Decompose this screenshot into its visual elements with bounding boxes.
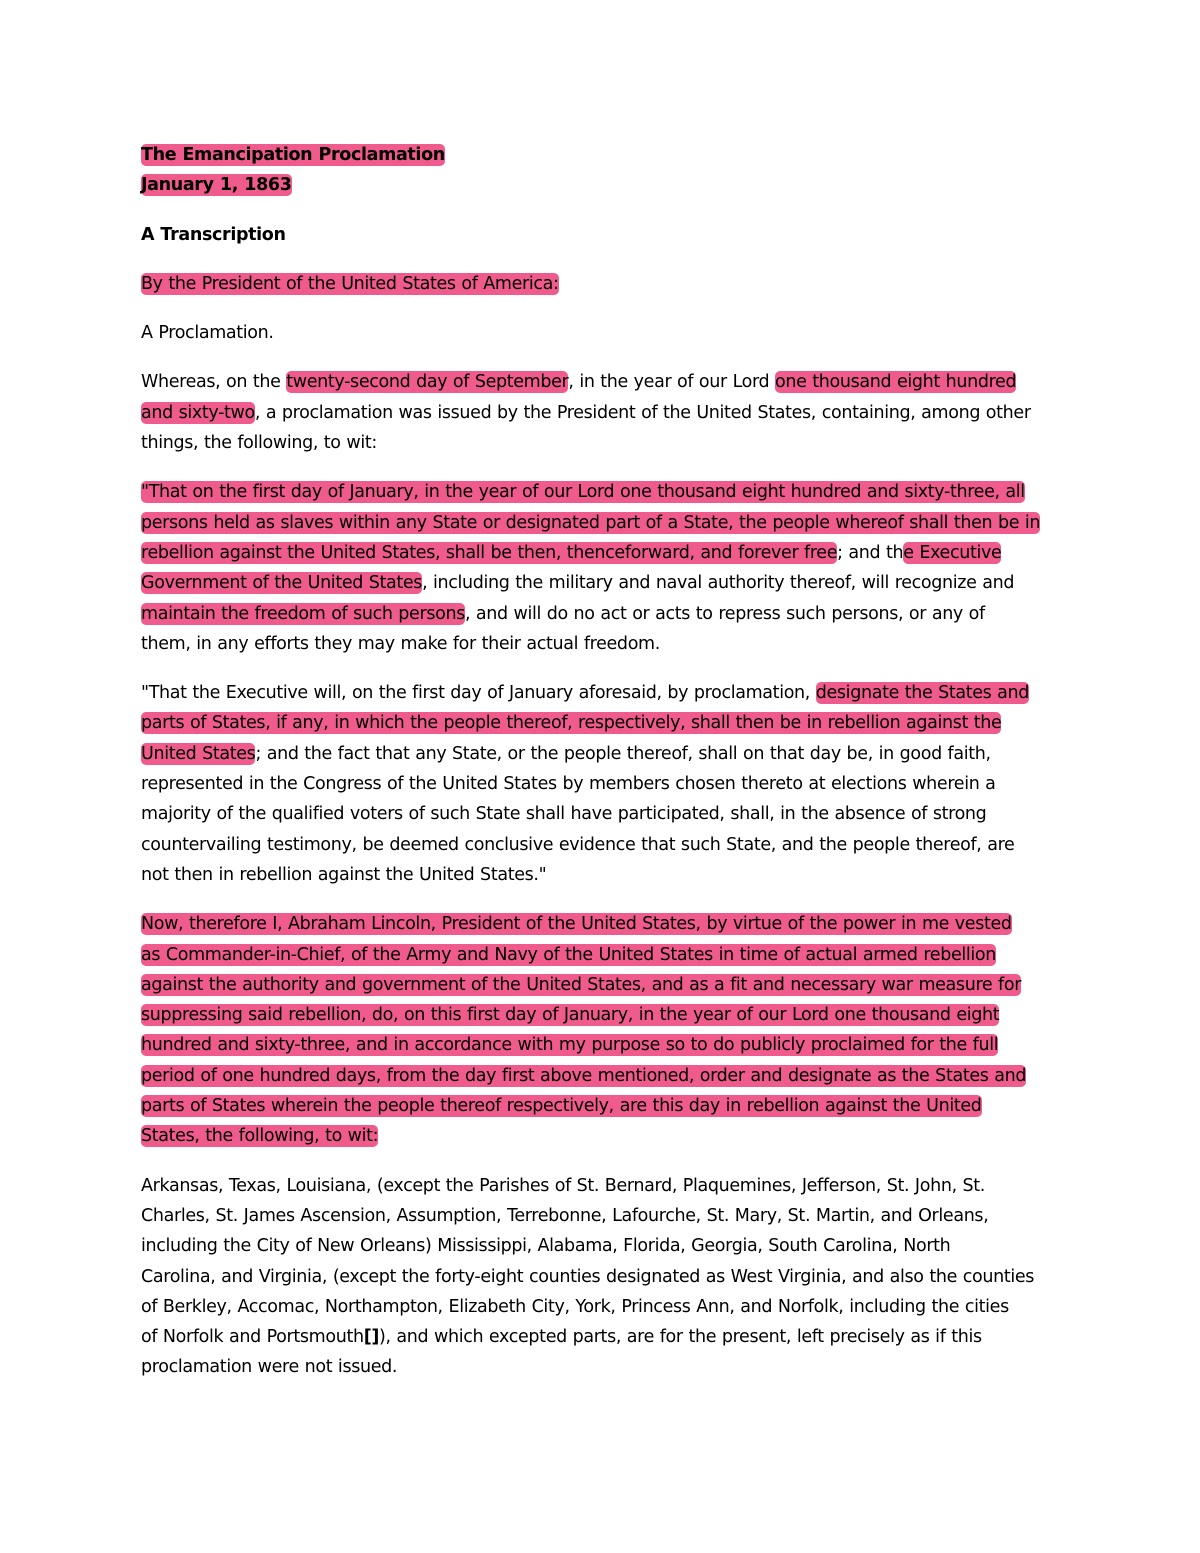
document-title-line — [141, 140, 1066, 170]
text-span: , a proclamation was issued by the President of the United States, containing, among other — [254, 402, 1031, 423]
paragraph-line — [141, 1061, 1066, 1091]
proclamation-label: A Proclamation. — [141, 323, 274, 344]
paragraph-line — [141, 708, 1066, 738]
highlighted-text: "That on the first day of January, in the year of our Lord one thousand eight hundred and sixty-three, all — [141, 482, 1025, 503]
paragraph-line: them, in any efforts they may make for their actual freedom. — [141, 633, 660, 654]
paragraph-line: of Berkley, Accomac, Northampton, Elizabeth City, York, Princess Ann, and Norfolk, including the cities — [141, 1296, 1009, 1317]
highlighted-text: designate the States and — [815, 683, 1030, 704]
paragraph-line — [141, 678, 1066, 708]
paragraph-line: including the City of New Orleans) Mississippi, Alabama, Florida, Georgia, South Carolina, North — [141, 1236, 951, 1257]
text-span: , and will do no act or acts to repress such persons, or any of — [464, 603, 985, 624]
paragraph-line: represented in the Congress of the United States by members chosen thereto at elections wherein a — [141, 774, 996, 795]
highlighted-text: against the authority and government of the United States, and as a fit and necessary war measure for — [141, 974, 1022, 995]
paragraph-line — [141, 538, 1066, 568]
document-date-line — [141, 170, 1066, 200]
paragraph-line — [141, 1000, 1066, 1030]
paragraph-line: things, the following, to wit: — [141, 433, 377, 454]
quote-paragraph-1 — [141, 477, 1066, 659]
paragraph-line — [141, 398, 1066, 428]
document-date: January 1, 1863 — [141, 175, 292, 196]
document-page — [141, 140, 1066, 1383]
document-subtitle: A Transcription — [141, 224, 286, 245]
paragraph-line — [141, 477, 1066, 507]
paragraph-line: Carolina, and Virginia, (except the forty-eight counties designated as West Virginia, and also the counties — [141, 1266, 1035, 1287]
paragraph-line — [141, 970, 1066, 1000]
whereas-paragraph — [141, 367, 1066, 458]
highlighted-text: period of one hundred days, from the day first above mentioned, order and designate as the States and — [141, 1065, 1027, 1086]
highlighted-text: twenty-second day of September — [286, 372, 569, 393]
highlighted-text: hundred and sixty-three, and in accordance with my purpose so to do publicly proclaimed for the full — [141, 1035, 999, 1056]
paragraph-line — [141, 367, 1066, 397]
highlighted-text: States, the following, to wit: — [141, 1126, 379, 1147]
text-span: , including the military and naval authority thereof, will recognize and — [422, 573, 1015, 594]
byline: By the President of the United States of America: — [141, 273, 559, 294]
byline-line — [141, 269, 1066, 299]
highlighted-text: parts of States wherein the people thereof respectively, are this day in rebellion against the United — [141, 1096, 982, 1117]
paragraph-line: majority of the qualified voters of such State shall have participated, shall, in the absence of strong — [141, 804, 987, 825]
paragraph-line — [141, 739, 1066, 769]
paragraph-line — [141, 599, 1066, 629]
highlighted-text: Government of the United States — [141, 573, 423, 594]
paragraph-line — [141, 508, 1066, 538]
paragraph-line: Arkansas, Texas, Louisiana, (except the Parishes of St. Bernard, Plaquemines, Jefferson, St. John, St. — [141, 1175, 985, 1196]
text-span: ; and th — [837, 542, 904, 563]
paragraph-line — [141, 1121, 1066, 1151]
text-span: ), and which excepted parts, are for the present, left precisely as if this — [379, 1327, 982, 1348]
highlighted-text: maintain the freedom of such persons — [141, 603, 465, 624]
text-span: of Norfolk and Portsmouth — [141, 1327, 364, 1348]
paragraph-line: countervailing testimony, be deemed conclusive evidence that such State, and the people thereof, are — [141, 834, 1015, 855]
highlighted-text: United States — [141, 743, 256, 764]
document-title: The Emancipation Proclamation — [141, 145, 445, 165]
paragraph-line — [141, 1030, 1066, 1060]
highlighted-text: as Commander-in-Chief, of the Army and Navy of the United States in time of actual armed rebellion — [141, 944, 997, 965]
paragraph-line — [141, 1322, 1066, 1352]
text-span: ; and the fact that any State, or the people thereof, shall on that day be, in good faith, — [255, 743, 991, 764]
highlighted-text: Now, therefore I, Abraham Lincoln, President of the United States, by virtue of the power in me vested — [141, 914, 1012, 935]
paragraph-line — [141, 568, 1066, 598]
text-span: "That the Executive will, on the first day of January aforesaid, by proclamation, — [141, 683, 816, 704]
highlighted-text: one thousand eight hundred — [775, 372, 1017, 393]
now-therefore-paragraph — [141, 909, 1066, 1151]
states-list-paragraph — [141, 1171, 1066, 1383]
paragraph-line — [141, 940, 1066, 970]
text-span: Whereas, on the — [141, 372, 287, 393]
highlighted-text: suppressing said rebellion, do, on this first day of January, in the year of our Lord one thousand eight — [141, 1005, 1000, 1026]
highlighted-text: rebellion against the United States, shall be then, thenceforward, and forever free — [141, 542, 838, 563]
highlighted-text: persons held as slaves within any State or designated part of a State, the people whereof shall then be in — [141, 512, 1041, 533]
highlighted-text: and sixty-two — [141, 402, 255, 423]
text-span: , in the year of our Lord — [568, 372, 776, 393]
footnote-marker: [] — [363, 1327, 379, 1348]
highlighted-text: e Executive — [903, 542, 1002, 563]
quote-paragraph-2 — [141, 678, 1066, 890]
paragraph-line: not then in rebellion against the United States." — [141, 864, 547, 885]
paragraph-line: Charles, St. James Ascension, Assumption, Terrebonne, Lafourche, St. Mary, St. Martin, and Orleans, — [141, 1205, 989, 1226]
paragraph-line: proclamation were not issued. — [141, 1357, 398, 1378]
paragraph-line — [141, 1091, 1066, 1121]
highlighted-text: parts of States, if any, in which the people thereof, respectively, shall then be in rebellion against the — [141, 713, 1002, 734]
paragraph-line — [141, 909, 1066, 939]
